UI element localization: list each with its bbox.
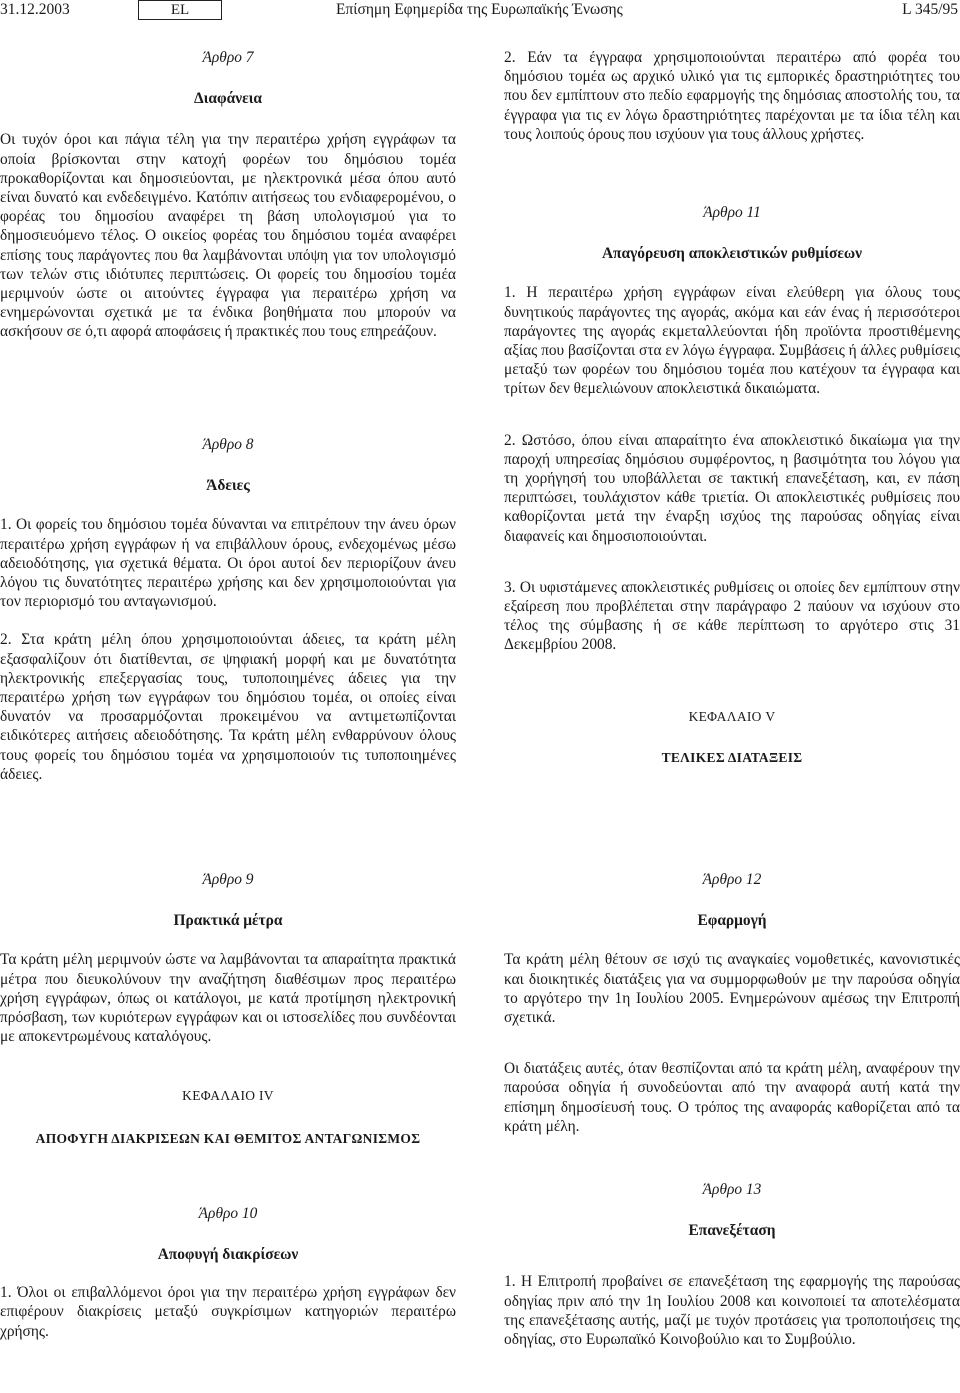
article-10-para-2: 2. Εάν τα έγγραφα χρησιμοποιούνται περαιτέρω από φορέα του δημόσιου τομέα ως αρχικό υλικό για τις εμπορικές δραστηριότητες του που δεν εμπίπτουν στο πεδίο εφαρμογής της δημόσιας αποστολής του, τα έγγραφα για τις εν λόγω δραστηριότητες παρέχονται με τα ίδια τέλη και τους λοιπούς όρους που ισχύουν για τους άλλους χρήστες. <box>504 49 960 143</box>
article-13-title: Επανεξέταση <box>688 1222 776 1240</box>
article-12-para-1: Τα κράτη μέλη θέτουν σε ισχύ τις αναγκαίες νομοθετικές, κανονιστικές και διοικητικές διατάξεις για να συμμορφωθούν με την παρούσα οδηγία το αργότερο την 1η Ιουλίου 2005. Ενημερώνουν αμέσως την Επιτροπή σχετικά. <box>504 951 960 1027</box>
article-7-title: Διαφάνεια <box>193 90 263 108</box>
article-10-title: Αποφυγή διακρίσεων <box>157 1246 299 1264</box>
publication-date: 31.12.2003 <box>0 1 70 18</box>
article-7-number: Άρθρο 7 <box>202 49 254 66</box>
page-header <box>0 0 960 24</box>
article-8-para-1: 1. Οι φορείς του δημόσιου τομέα δύνανται να επιτρέπουν την άνευ όρων περαιτέρω χρήση εγγράφων ή να επιβάλλουν όρους, ενδεχομένως μέσω αδειοδότησης, για σχετικά θέματα. Οι όροι αυτοί δεν περιορίζουν άνευ λόγου τις δυνατότητες περαιτέρω χρήσης και δεν χρησιμοποιούνται για τον περιορισμό του ανταγωνισμού. <box>0 516 456 611</box>
article-12-title: Εφαρμογή <box>697 912 767 930</box>
chapter-5-number: ΚΕΦΑΛΑΙΟ V <box>688 708 776 724</box>
left-column-art9 <box>0 870 456 1341</box>
article-8-number: Άρθρο 8 <box>202 436 254 453</box>
article-11-title: Απαγόρευση αποκλειστικών ρυθμίσεων <box>601 245 863 263</box>
article-12-para-2: Οι διατάξεις αυτές, όταν θεσπίζονται από τα κράτη μέλη, αναφέρουν την παρούσα οδηγία ή συνοδεύονται από την αναφορά αυτή κατά την επίσημη δημοσίευσή τους. Ο τρόπος της αναφοράς καθορίζεται από τα κράτη μέλη. <box>504 1060 960 1135</box>
article-9-text: Τα κράτη μέλη μεριμνούν ώστε να λαμβάνονται τα απαραίτητα πρακτικά μέτρα που διευκολύνουν την αναζήτηση διαθέσιμων προς περαιτέρω χρήση εγγράφων, όπως οι κατάλογοι, με κατά προτίμηση ηλεκτρονική πρόσβαση, των κυριότερων εγγράφων και οι ιστοσελίδες που συνδέονται με αποκεντρωμένους καταλόγους. <box>0 951 456 1046</box>
language-code-box: EL <box>138 0 222 20</box>
article-12-number: Άρθρο 12 <box>702 871 762 888</box>
article-8-para-2: 2. Στα κράτη μέλη όπου χρησιμοποιούνται άδειες, τα κράτη μέλη εξασφαλίζουν ότι διατίθενται, σε ψηφιακή μορφή και με δυνατότητα ηλεκτρονικής επεξεργασίας τους, τυποποιημένες άδειες για την περαιτέρω χρήση των εγγράφων του δημόσιου τομέα, οι οποίες είναι δυνατόν να προσαρμόζονται προκειμένου να αντιμετωπίζονται ειδικότερες αιτήσεις αδειοδότησης. Τα κράτη μέλη ενθαρρύνουν όλους τους φορείς του δημόσιου τομέα να χρησιμοποιούν τις τυποποιημένες άδειες. <box>0 631 456 783</box>
article-10-para-1: 1. Όλοι οι επιβαλλόμενοι όροι για την περαιτέρω χρήση εγγράφων δεν επιφέρουν διακρίσεις μεταξύ συγκρίσιμων κατηγοριών περαιτέρω χρήσης. <box>0 1284 456 1340</box>
article-10-number: Άρθρο 10 <box>198 1204 258 1222</box>
journal-title: Επίσημη Εφημερίδα της Ευρωπαϊκής Ένωσης <box>336 1 623 18</box>
article-11-para-2: 2. Ωστόσο, όπου είναι απαραίτητο ένα αποκλειστικό δικαίωμα για την παροχή υπηρεσίας δημόσιου συμφέροντος, η βασιμότητα του λόγου για τη χορήγησή του υποβάλλεται σε τακτική επανεξέταση, και, εν πάση περιπτώσει, τουλάχιστον κάθε τριετία. Οι αποκλειστικές ρυθμίσεις που καθορίζονται μετά την έναρξη ισχύος της παρούσας οδηγίας είναι διαφανείς και δημοσιοποιούνται. <box>504 431 960 545</box>
chapter-4-number: ΚΕΦΑΛΑΙΟ IV <box>182 1088 274 1104</box>
article-11-para-1: 1. Η περαιτέρω χρήση εγγράφων είναι ελεύθερη για όλους τους δυνητικούς παράγοντες της αγοράς, ακόμα και εάν ένας ή περισσότεροι παράγοντες της αγοράς εκμεταλλεύονται ήδη προϊόντα προστιθέμενης αξίας που βασίζονται στα εν λόγω έγγραφα. Συμβάσεις ή άλλες ρυθμίσεις μεταξύ των φορέων του δημόσιου τομέα που κατέχουν τα έγγραφα και τρίτων δεν θεμελιώνουν αποκλειστικά δικαιώματα. <box>504 284 960 398</box>
chapter-4-title: ΑΠΟΦΥΓΗ ΔΙΑΚΡΙΣΕΩΝ ΚΑΙ ΘΕΜΙΤΟΣ ΑΝΤΑΓΩΝΙΣΜΟΣ <box>35 1130 421 1146</box>
article-8-title: Άδειες <box>206 477 250 495</box>
chapter-5-title: ΤΕΛΙΚΕΣ ΔΙΑΤΑΞΕΙΣ <box>661 749 803 765</box>
left-column-art8 <box>0 435 456 784</box>
left-column <box>0 48 456 342</box>
right-column-art12 <box>504 870 960 1349</box>
article-11-para-3: 3. Οι υφιστάμενες αποκλειστικές ρυθμίσεις οι οποίες δεν εμπίπτουν στην εξαίρεση που προβλέπεται στην παράγραφο 2 παύουν να ισχύουν στο τέλος της σύμβασης ή σε κάθε περίπτωση το αργότερο στις 31 Δεκεμβρίου 2008. <box>504 578 960 654</box>
article-9-title: Πρακτικά μέτρα <box>173 912 283 930</box>
article-11-number: Άρθρο 11 <box>703 204 761 222</box>
article-13-number: Άρθρο 13 <box>702 1181 762 1199</box>
article-13-para-1: 1. Η Επιτροπή προβαίνει σε επανεξέταση της εφαρμογής της παρούσας οδηγίας πριν από την 1η Ιουλίου 2008 και κοινοποιεί τα αποτελέσματα της επανεξέτασης αυτής, μαζί με τυχόν προτάσεις για τροποποιήσεις της οδηγίας, στο Ευρωπαϊκό Κοινοβούλιο και το Συμβούλιο. <box>504 1273 960 1349</box>
right-column <box>504 48 960 767</box>
article-7-text: Οι τυχόν όροι και πάγια τέλη για την περαιτέρω χρήση εγγράφων τα οποία βρίσκονται στην κατοχή φορέων του δημόσιου τομέα προκαθορίζονται και δημοσιεύονται, με ηλεκτρονικά μέσα όπου αυτό είναι δυνατό και ενδεδειγμένο. Κατόπιν αιτήσεως του ενδιαφερομένου, ο φορέας του δημοσίου αναφέρει τη βάση υπολογισμού για το δημοσιευόμενο τέλος. Ο οικείος φορέας του δημόσιου τομέα αναφέρει επίσης τους παράγοντες που θα λαμβάνονται υπόψη για τον υπολογισμό των τελών στις ιδιότυπες περιπτώσεις. Οι φορείς του δημοσίου τομέα μεριμνούν ώστε οι αιτούντες έγγραφα για περαιτέρω χρήση να ενημερώνονται σχετικά με τα ένδικα βοηθήματα που μπορούν να ασκήσουν σε ό,τι αφορά αποφάσεις ή πρακτικές που τους επηρεάζουν. <box>0 131 456 341</box>
page-reference: L 345/95 <box>902 1 958 18</box>
article-9-number: Άρθρο 9 <box>202 871 254 888</box>
